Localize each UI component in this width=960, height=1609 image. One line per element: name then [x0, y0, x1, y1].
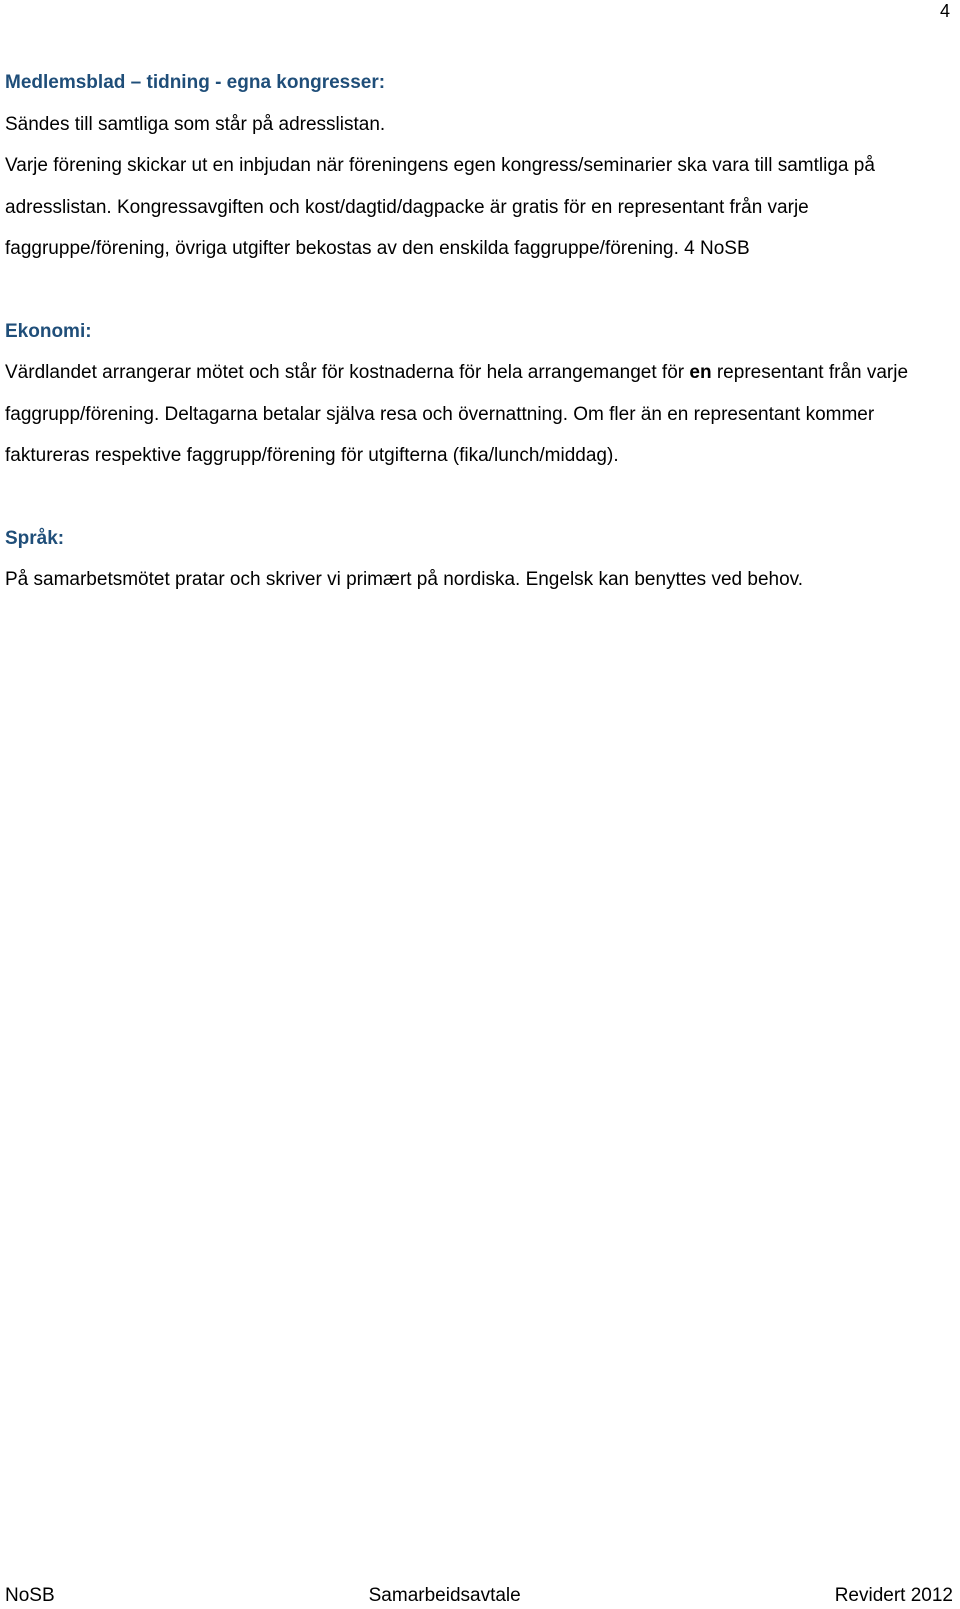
- section-heading-sprak: Språk:: [5, 527, 65, 549]
- paragraph-ekonomi-text-before: Värdlandet arrangerar mötet och står för kostnaderna för hela arrangemanget för: [5, 362, 690, 383]
- section-heading-medlemsblad: Medlemsblad – tidning - egna kongresser:: [5, 72, 386, 93]
- document-body: [5, 62, 950, 601]
- section-heading-ekonomi: Ekonomi:: [5, 320, 92, 342]
- section-sprak: [5, 518, 950, 601]
- paragraph-ekonomi-bold-word: en: [689, 362, 712, 383]
- section-spacer: [5, 270, 950, 311]
- paragraph-ekonomi-text-after: representant från varje faggrupp/förening. Deltagarna betalar själva resa och övernattning. Om fler än en representant kommer faktureras respektive faggrupp/förening för utgifterna (fika/lunch/middag).: [5, 362, 909, 466]
- paragraph-medlemsblad-line1: Sändes till samtliga som står på adresslistan.: [5, 113, 386, 135]
- paragraph-sprak: På samarbetsmötet pratar och skriver vi primært på nordiska. Engelsk kan benyttes ved behov.: [5, 569, 804, 590]
- footer-left: NoSB: [5, 1585, 55, 1606]
- paragraph-medlemsblad: Varje förening skickar ut en inbjudan när föreningens egen kongress/seminarier ska vara till samtliga på adresslistan. Kongressavgiften och kost/dagtid/dagpacke är gratis för en representant från varje faggruppe/förening, övriga utgifter bekostas av den enskilda faggruppe/förening. 4 NoSB: [5, 155, 875, 259]
- page-footer: [5, 1584, 953, 1608]
- paragraph-ekonomi: [5, 352, 950, 477]
- section-ekonomi: [5, 311, 950, 477]
- footer-right: Revidert 2012: [834, 1585, 953, 1606]
- page-number: 4: [939, 1, 950, 21]
- section-spacer: [5, 477, 950, 518]
- footer-center: Samarbeidsavtale: [368, 1585, 521, 1606]
- section-medlemsblad: [5, 62, 950, 270]
